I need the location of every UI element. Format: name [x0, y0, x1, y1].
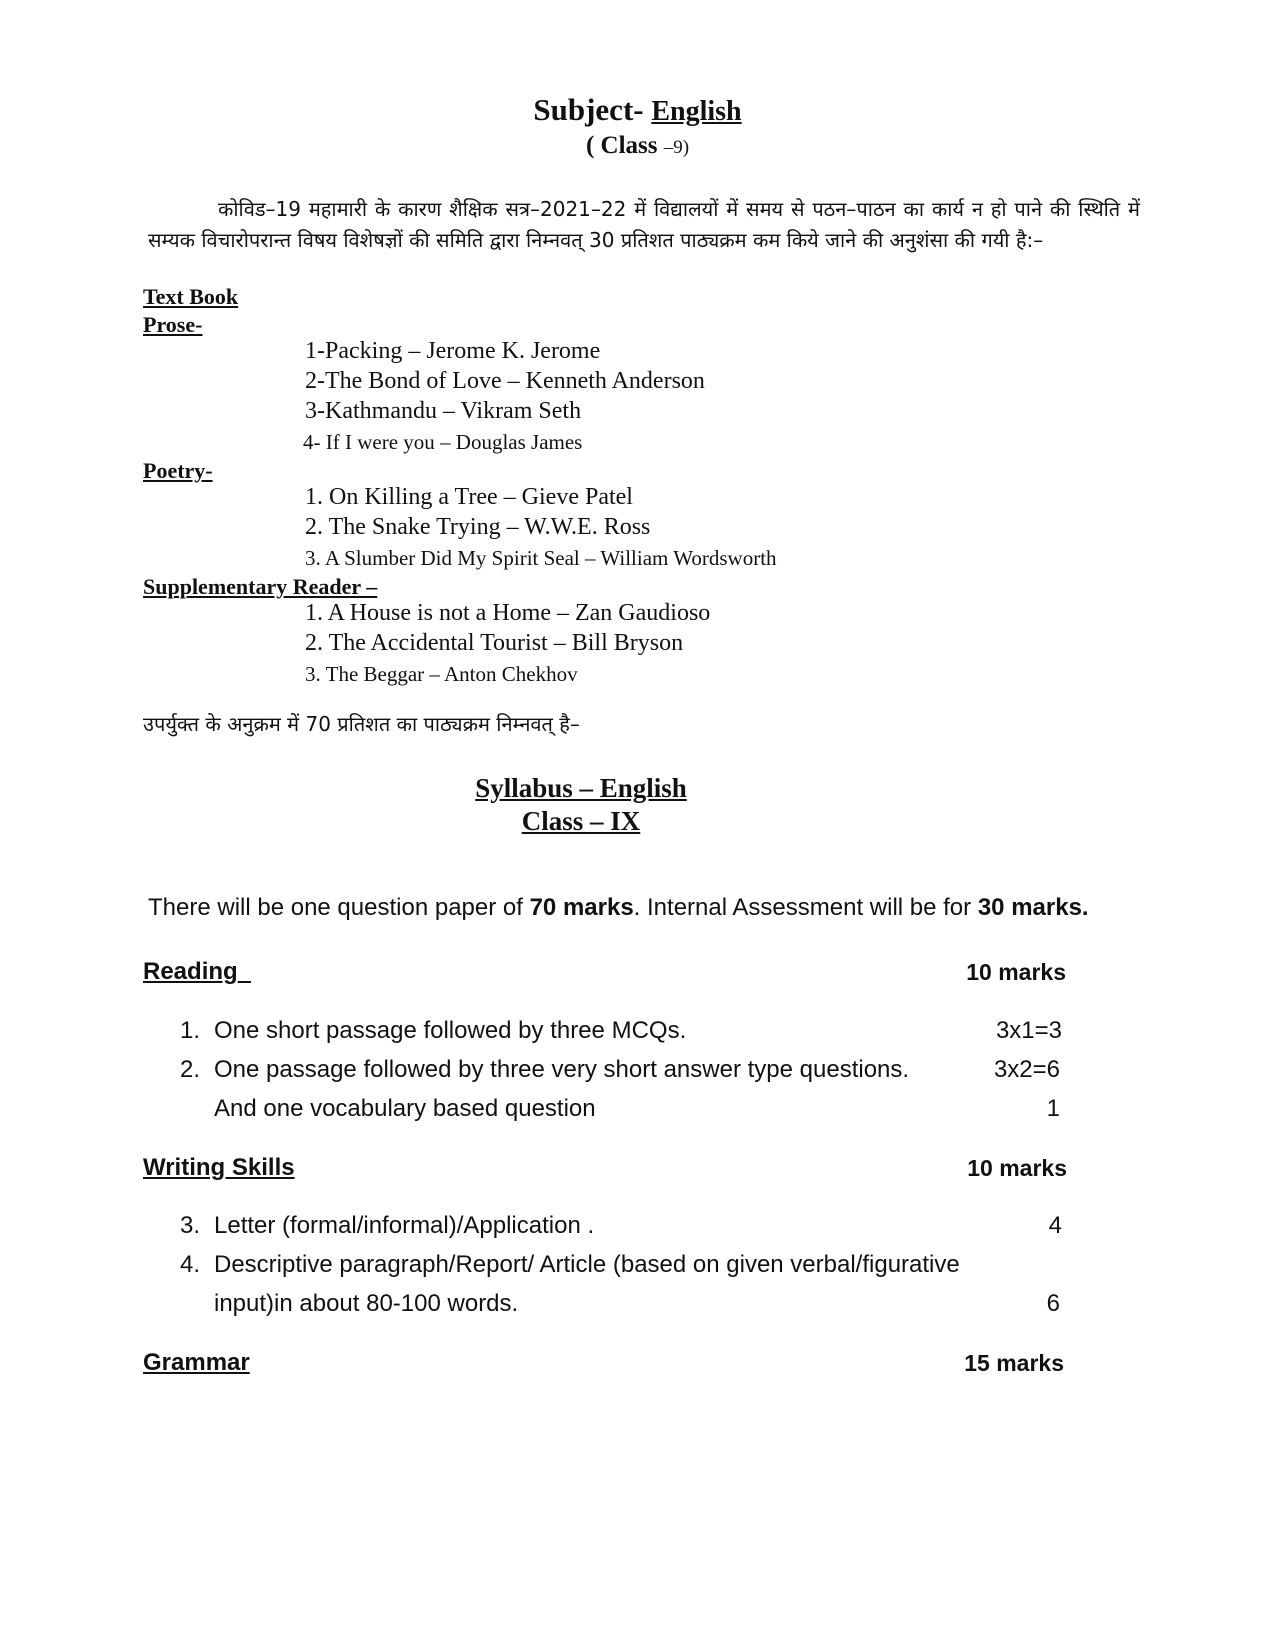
subject-prefix: Subject- — [533, 92, 644, 127]
writing-marks: 10 marks — [967, 1155, 1067, 1181]
reading-item-marks: 3x1=3 — [995, 1017, 1062, 1044]
writing-item-text: input)in about 80-100 words. — [214, 1290, 519, 1317]
reading-marks: 10 marks — [966, 959, 1066, 985]
prose-item: 4- If I were you – Douglas James — [303, 430, 583, 454]
subject-name: English — [651, 96, 742, 127]
writing-item-marks: 4 — [1048, 1212, 1062, 1239]
class-open: ( Class — [585, 132, 658, 159]
writing-item-number: 4. — [179, 1251, 200, 1278]
poetry-item: 1. On Killing a Tree – Gieve Patel — [305, 484, 633, 510]
prose-heading: Prose- — [143, 312, 203, 337]
reading-item-text: One passage followed by three very short answer type questions. — [214, 1056, 910, 1083]
writing-item-marks: 6 — [1046, 1290, 1060, 1317]
reading-item-marks: 1 — [1046, 1095, 1060, 1122]
syllabus-class: Class – IX — [521, 806, 641, 836]
supplementary-item: 2. The Accidental Tourist – Bill Bryson — [305, 630, 684, 656]
supplementary-item: 3. The Beggar – Anton Chekhov — [305, 662, 578, 686]
grammar-heading: Grammar — [143, 1349, 250, 1376]
supplementary-heading: Supplementary Reader – — [143, 574, 378, 599]
prose-item: 2-The Bond of Love – Kenneth Anderson — [305, 368, 705, 394]
hindi-paragraph: कोविड–19 महामारी के कारण शैक्षिक सत्र–2021–22 में विद्यालयों में समय से पठन–पाठन का कार्य न हो पाने की स्थिति में सम्यक विचारोपरान्त विषय विशेषज्ञों की समिति द्वारा निम्नवत् 30 प्रतिशत पाठ्यक्रम कम किये जाने की अनुशंसा की गयी है:– — [148, 197, 1140, 252]
reading-item-number: 2. — [179, 1056, 200, 1083]
prose-item: 1-Packing – Jerome K. Jerome — [305, 338, 601, 364]
intro-marks-paper: 70 marks — [529, 894, 634, 921]
reading-item-marks: 3x2=6 — [993, 1056, 1060, 1083]
intro-text: There will be one question paper of — [148, 894, 530, 921]
syllabus-title: Syllabus – English — [475, 773, 687, 803]
reading-heading-text: Reading — [143, 958, 238, 985]
reading-item-text: One short passage followed by three MCQs. — [214, 1017, 687, 1044]
page-title — [0, 92, 1275, 128]
hindi-syllabus-note: उपर्युक्त के अनुक्रम में 70 प्रतिशत का पाठ्यक्रम निम्नवत् है– — [143, 712, 580, 736]
reading-item-text: And one vocabulary based question — [214, 1095, 596, 1122]
grammar-marks: 15 marks — [964, 1350, 1064, 1376]
writing-item-text: Letter (formal/informal)/Application . — [214, 1212, 595, 1239]
poetry-item: 2. The Snake Trying – W.W.E. Ross — [305, 514, 651, 540]
writing-heading: Writing Skills — [143, 1154, 295, 1181]
exam-intro — [148, 888, 1108, 928]
class-close: ) — [682, 137, 690, 158]
poetry-heading: Poetry- — [143, 458, 213, 483]
class-label — [0, 132, 1275, 160]
writing-item-text: Descriptive paragraph/Report/ Article (based on given verbal/figurative — [214, 1251, 960, 1278]
supplementary-item: 1. A House is not a Home – Zan Gaudioso — [305, 600, 711, 626]
reading-heading — [143, 958, 251, 986]
intro-marks-internal: 30 marks. — [977, 894, 1089, 921]
intro-text: . Internal Assessment will be for — [633, 894, 978, 921]
class-dash: – — [663, 137, 674, 158]
writing-item-number: 3. — [179, 1212, 200, 1239]
class-number: 9 — [673, 137, 683, 158]
poetry-item: 3. A Slumber Did My Spirit Seal – William Wordsworth — [305, 546, 777, 570]
text-book-heading: Text Book — [143, 284, 239, 309]
reading-item-number: 1. — [179, 1017, 200, 1044]
prose-item: 3-Kathmandu – Vikram Seth — [305, 398, 582, 424]
